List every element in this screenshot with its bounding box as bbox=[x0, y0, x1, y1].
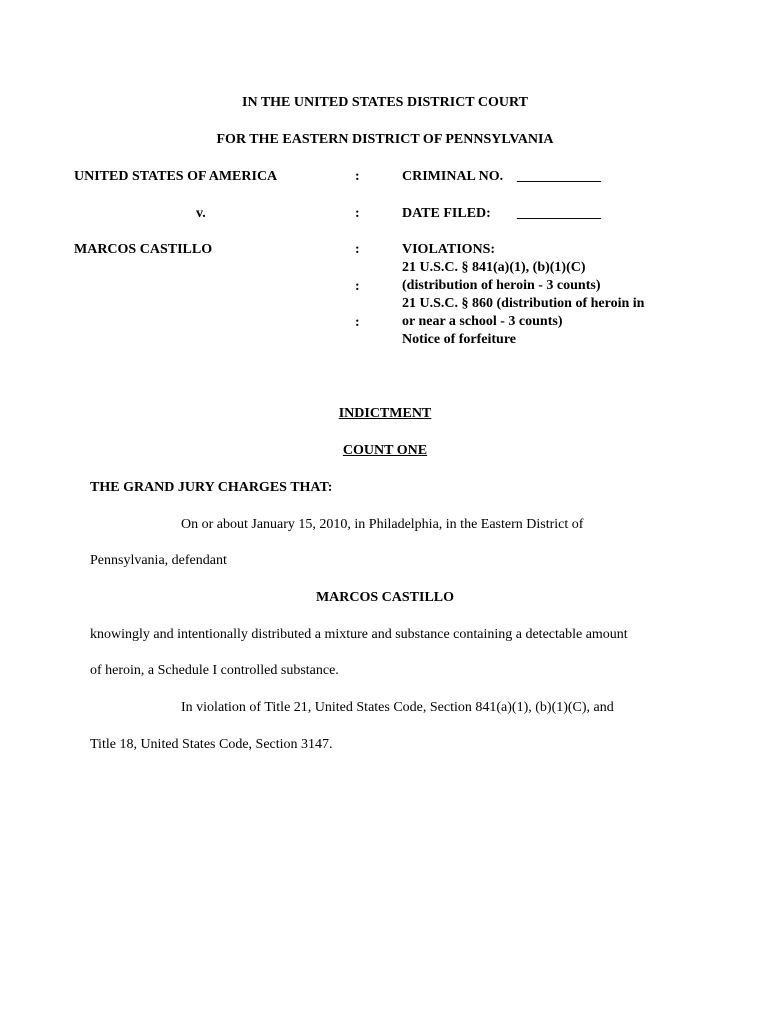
caption-colon: : bbox=[355, 279, 360, 294]
violations-label: VIOLATIONS: bbox=[402, 242, 496, 257]
paragraph-3-line-1: In violation of Title 21, United States Code, Section 841(a)(1), (b)(1)(C), and bbox=[181, 700, 614, 715]
paragraph-1-line-2: Pennsylvania, defendant bbox=[90, 553, 227, 568]
paragraph-1-line-1: On or about January 15, 2010, in Philadelphia, in the Eastern District of bbox=[181, 517, 584, 532]
caption-colon: : bbox=[355, 206, 360, 221]
violation-line: or near a school - 3 counts) bbox=[402, 314, 563, 329]
charges-heading: THE GRAND JURY CHARGES THAT: bbox=[90, 480, 333, 495]
paragraph-3-line-2: Title 18, United States Code, Section 3147. bbox=[90, 737, 333, 752]
criminal-no-label: CRIMINAL NO. bbox=[402, 169, 504, 184]
violation-line: 21 U.S.C. § 860 (distribution of heroin in bbox=[402, 296, 645, 311]
caption-versus: v. bbox=[196, 206, 206, 221]
violation-line: 21 U.S.C. § 841(a)(1), (b)(1)(C) bbox=[402, 260, 586, 275]
caption-plaintiff: UNITED STATES OF AMERICA bbox=[74, 169, 278, 184]
defendant-name: MARCOS CASTILLO bbox=[315, 590, 455, 605]
violation-line: (distribution of heroin - 3 counts) bbox=[402, 278, 601, 293]
caption-defendant: MARCOS CASTILLO bbox=[74, 242, 213, 257]
violation-line: Notice of forfeiture bbox=[402, 332, 517, 347]
date-filed-label: DATE FILED: bbox=[402, 206, 491, 221]
date-filed-blank: ____________ bbox=[517, 206, 601, 221]
paragraph-2-line-2: of heroin, a Schedule I controlled substance. bbox=[90, 663, 339, 678]
caption-colon: : bbox=[355, 315, 360, 330]
caption-colon: : bbox=[355, 242, 360, 257]
caption-colon: : bbox=[355, 169, 360, 184]
criminal-no-blank: ____________ bbox=[517, 169, 601, 184]
violations-block bbox=[402, 241, 644, 349]
count-heading: COUNT ONE bbox=[342, 443, 428, 458]
indictment-heading: INDICTMENT bbox=[338, 406, 432, 421]
court-header-line-1: IN THE UNITED STATES DISTRICT COURT bbox=[242, 95, 528, 110]
paragraph-2-line-1: knowingly and intentionally distributed a mixture and substance containing a detectable amount bbox=[90, 627, 628, 642]
court-header-line-2: FOR THE EASTERN DISTRICT OF PENNSYLVANIA bbox=[216, 132, 554, 147]
